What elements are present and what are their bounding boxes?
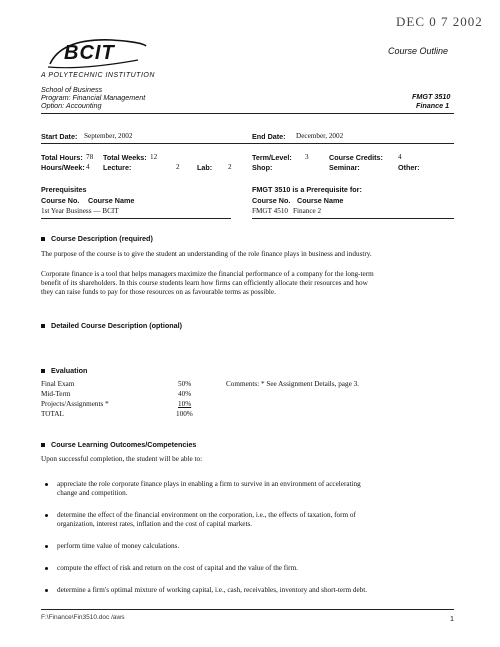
dates-divider [41, 143, 454, 144]
term-level-value: 3 [305, 153, 309, 161]
outcomes-heading [41, 440, 196, 449]
lab-value: 2 [228, 163, 232, 171]
bcit-logo [42, 34, 152, 70]
section-square-icon [41, 324, 45, 328]
total-hours-value: 78 [86, 153, 94, 161]
prereq-divider [41, 218, 231, 219]
outcomes-heading-text: Course Learning Outcomes/Competencies [51, 440, 197, 449]
lab-label: Lab: [197, 163, 213, 172]
bullet-icon [45, 545, 48, 548]
description-para2-line3: they can raise funds to pay for those resources on as favourable terms as possible. [41, 288, 276, 296]
shop-label: Shop: [252, 163, 273, 172]
outcome-item-line: determine the effect of the financial environment on the corporation, i.e., the effects of taxation, form of [57, 511, 356, 519]
description-para2-line2: benefit of its shareholders. In this course students learn how firms can efficiently allocate their resources and how [41, 279, 368, 287]
course-credits-label: Course Credits: [329, 153, 383, 162]
total-weeks-label: Total Weeks: [103, 153, 147, 162]
outcome-item-line: change and competition. [57, 489, 128, 497]
term-level-label: Term/Level: [252, 153, 292, 162]
bullet-icon [45, 567, 48, 570]
logo-tagline: A POLYTECHNIC INSTITUTION [41, 72, 155, 79]
hours-week-label: Hours/Week: [41, 163, 85, 172]
seminar-label: Seminar: [329, 163, 360, 172]
evaluation-heading [41, 366, 87, 375]
end-date-label: End Date: [252, 132, 286, 141]
lecture-label: Lecture: [103, 163, 132, 172]
section-square-icon [41, 369, 45, 373]
section-square-icon [41, 443, 45, 447]
start-date-label: Start Date: [41, 132, 78, 141]
prereq-for-course-no: FMGT 4510 [252, 207, 289, 215]
school-name: School of Business [41, 85, 103, 94]
evaluation-comments: Comments: * See Assignment Details, page 3. [226, 380, 359, 388]
program-name: Program: Financial Management [41, 93, 146, 102]
outcome-item-line: perform time value of money calculations. [57, 542, 180, 550]
bullet-icon [45, 589, 48, 592]
eval-row-label: Final Exam [41, 380, 75, 388]
eval-row-value: 50% [178, 380, 192, 388]
detailed-description-heading-text: Detailed Course Description (optional) [51, 321, 182, 330]
outcome-item-line: appreciate the role corporate finance plays in enabling a firm to survive in an environment of accelerating [57, 480, 361, 488]
option-name: Option: Accounting [41, 101, 102, 110]
prereq-for-heading: FMGT 3510 is a Prerequisite for: [252, 185, 362, 194]
other-label: Other: [398, 163, 420, 172]
end-date-value: December, 2002 [296, 132, 344, 140]
total-hours-label: Total Hours: [41, 153, 83, 162]
prereq-course-name-header: Course Name [88, 196, 135, 205]
prereq-for-divider [252, 218, 454, 219]
total-weeks-value: 12 [150, 153, 158, 161]
course-credits-value: 4 [398, 153, 402, 161]
lecture-value: 2 [176, 163, 180, 171]
eval-row-label: TOTAL [41, 410, 64, 418]
prereq-course-no-header: Course No. [41, 196, 80, 205]
course-code: FMGT 3510 [412, 92, 451, 101]
page-number: 1 [450, 614, 454, 623]
received-date-stamp: DEC 0 7 2002 [396, 14, 483, 29]
course-description-heading [41, 234, 153, 243]
eval-row-label: Projects/Assignments * [41, 400, 109, 408]
description-para2-line1: Corporate finance is a tool that helps managers maximize the financial performance of a company for the long-term [41, 270, 374, 278]
document-type: Course Outline [388, 46, 449, 56]
outcome-item-line: determine a firm's optimal mixture of working capital, i.e., cash, receivables, inventory and short-term debt. [57, 586, 368, 594]
description-para1-line1: The purpose of the course is to give the student an understanding of the role finance plays in business and industry. [41, 250, 372, 258]
prereq-for-course-no-header: Course No. [252, 196, 291, 205]
logo-text: BCIT [64, 42, 115, 64]
eval-row-label: Mid-Term [41, 390, 71, 398]
start-date-value: September, 2002 [84, 132, 133, 140]
outcome-item-line: organization, interest rates, inflation and the cost of capital markets. [57, 520, 253, 528]
outcomes-intro: Upon successful completion, the student will be able to: [41, 455, 203, 463]
detailed-description-heading [41, 321, 182, 330]
prereq-course-row: 1st Year Business — BCIT [41, 207, 119, 215]
footer-file-path: F:\Finance\Fin3510.doc /aws [41, 614, 125, 621]
bullet-icon [45, 514, 48, 517]
course-name: Finance 1 [416, 101, 450, 110]
prereq-for-course-name: Finance 2 [293, 207, 322, 215]
prereq-for-course-name-header: Course Name [297, 196, 344, 205]
bullet-icon [45, 483, 48, 486]
eval-row-value: 40% [178, 390, 192, 398]
outcome-item-line: compute the effect of risk and return on the cost of capital and the value of the firm. [57, 564, 298, 572]
eval-row-value: 10% [178, 400, 192, 408]
evaluation-heading-text: Evaluation [51, 366, 88, 375]
eval-row-value: 100% [176, 410, 193, 418]
course-description-heading-text: Course Description (required) [51, 234, 153, 243]
prerequisites-heading: Prerequisites [41, 185, 87, 194]
footer-divider [41, 609, 454, 610]
hours-week-value: 4 [86, 163, 90, 171]
header-divider [41, 113, 454, 114]
section-square-icon [41, 237, 45, 241]
